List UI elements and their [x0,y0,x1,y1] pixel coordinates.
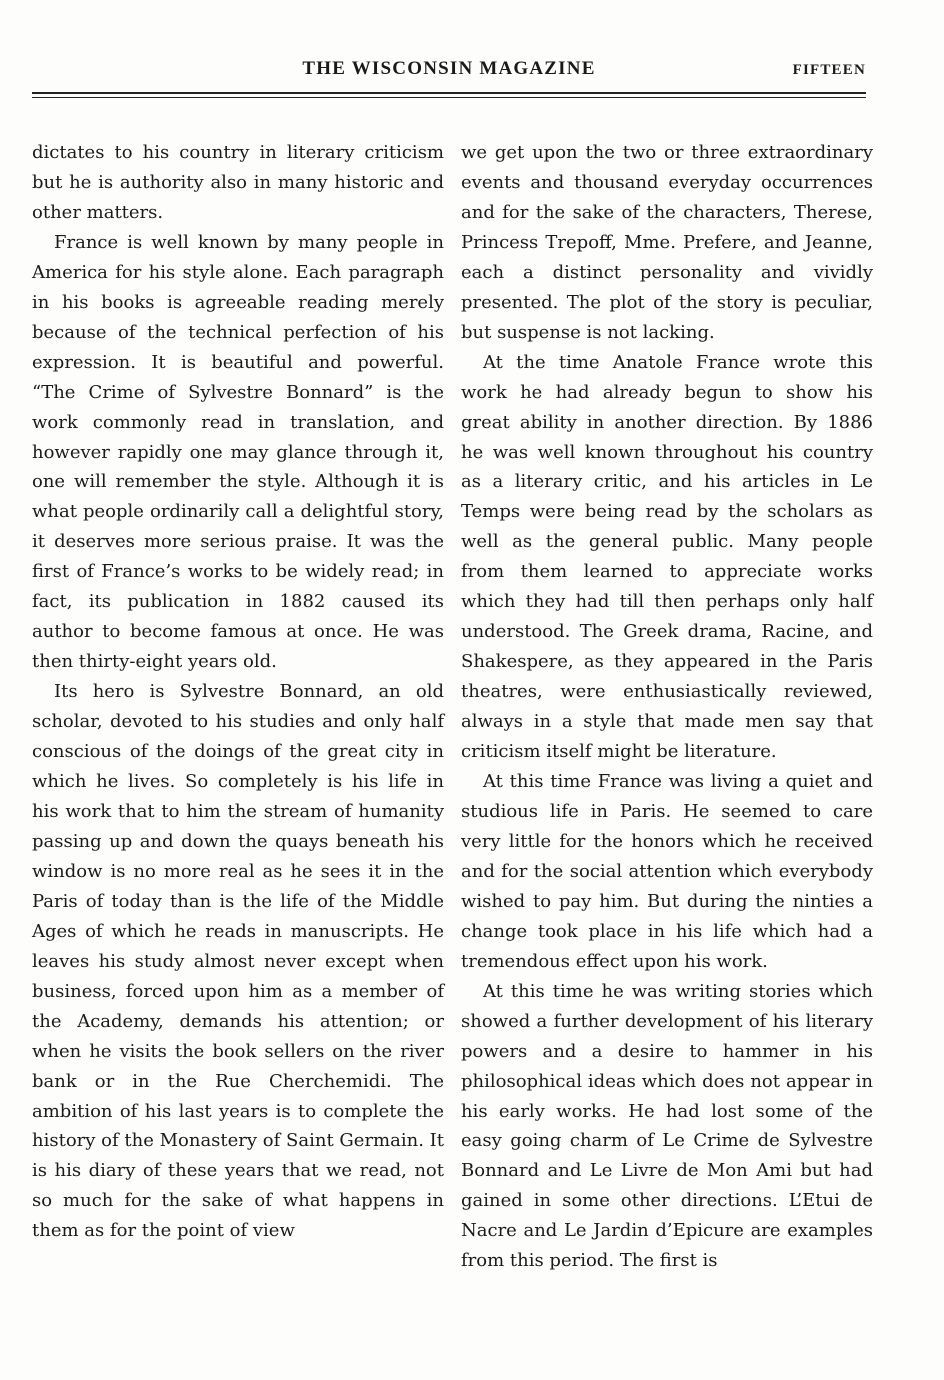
paragraph: At the time Anatole France wrote this work he had already begun to show his great ability in another direction. By 1886 he was well known throughout his country as a literary critic, and his articles in Le Temps were being read by the scholars as well as the general public. Many people from them learned to appreciate works which they had till then perhaps only half understood. The Greek drama, Racine, and Shakespere, as they appeared in the Paris theatres, were enthusiastically reviewed, always in a style that made men say that criticism itself might be literature. [461,351,873,763]
magazine-title: THE WISCONSIN MAGAZINE [302,58,596,79]
header-rule-bottom [32,97,866,98]
left-column [32,138,444,1246]
paragraph: At this time France was living a quiet and studious life in Paris. He seemed to care very little for the honors which he received and for the social attention which everybody wished to pay him. But during the ninties a change took place in his life which had a tremendous effect upon his work. [461,771,873,972]
paragraph: Its hero is Sylvestre Bonnard, an old scholar, devoted to his studies and only half conscious of the doings of the great city in which he lives. So completely is his life in his work that to him the stream of humanity passing up and down the quays beneath his window is no more real as he sees it in the Paris of today than is the life of the Middle Ages of which he reads in manuscripts. He leaves his study almost never except when business, forced upon him as a member of the Academy, demands his attention; or when he visits the book sellers on the river bank or in the Rue Cherchemidi. The ambition of his last years is to complete the history of the Monastery of Saint Germain. It is his diary of these years that we read, not so much for the sake of what happens in them as for the point of view [32,681,444,1242]
paragraph: At this time he was writing stories which showed a further development of his literary powers and a desire to hammer in his philosophical ideas which does not appear in his early works. He had lost some of the easy going charm of Le Crime de Sylvestre Bonnard and Le Livre de Mon Ami but had gained in some other directions. L’Etui de Nacre and Le Jardin d’Epicure are examples from this period. The first is [461,980,873,1272]
page-number: FIFTEEN [792,62,866,78]
paragraph: we get upon the two or three extraordinary events and thousand everyday occurrences and for the sake of the characters, Therese, Princess Trepoff, Mme. Prefere, and Jeanne, each a distinct personality and vividly presented. The plot of the story is peculiar, but suspense is not lacking. [461,142,873,343]
page-header [32,58,866,88]
paragraph: dictates to his country in literary criticism but he is authority also in many historic and other matters. [32,142,444,223]
paragraph: France is well known by many people in America for his style alone. Each paragraph in his books is agreeable reading merely because of the technical perfection of his expression. It is beautiful and powerful. “The Crime of Sylvestre Bonnard” is the work commonly read in translation, and however rapidly one may glance through it, one will remember the style. Although it is what people ordinarily call a delightful story, it deserves more serious praise. It was the first of France’s works to be widely read; in fact, its publication in 1882 caused its author to become famous at once. He was then thirty-eight years old. [32,231,444,673]
header-rule-top [32,92,866,94]
right-column [461,138,873,1276]
